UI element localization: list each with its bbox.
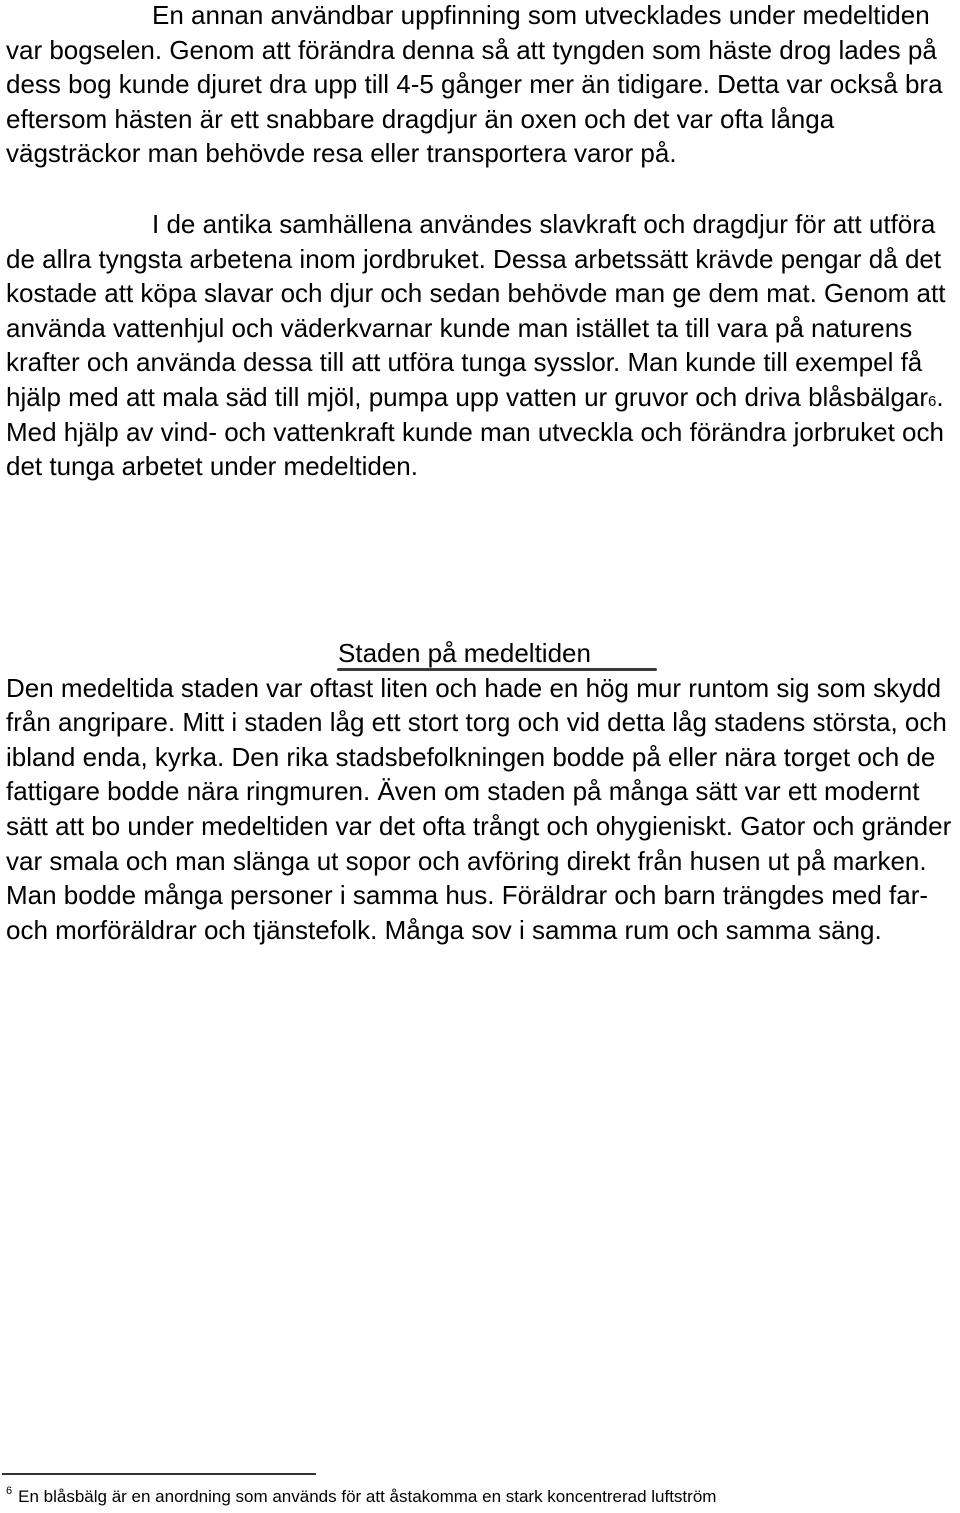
- paragraph-natural-power-tail: . Med hjälp av vind- och vattenkraft kunde man utveckla och förändra jorbruket och det tunga arbetet under medeltiden.: [6, 381, 944, 482]
- footnote-text: En blåsbälg är en anordning som används för att åstakomma en stark koncentrerad luftström: [18, 1487, 717, 1506]
- paragraph-natural-power-text: I de antika samhällena användes slavkraft och dragdjur för att utföra de allra tyngsta arbetena inom jordbruket. Dessa arbetssätt krävde pengar då det kostade att köpa slavar och djur och sedan behövde man ge dem mat. Genom att använda vattenhjul och väderkvarnar kunde man istället ta till vara på naturens krafter och använda dessa till att utföra tunga sysslor. Man kunde till exempel få hjälp med att mala säd till mjöl, pumpa upp vatten ur gruvor och driva blåsbälgar: [6, 209, 946, 412]
- section-heading: Staden på medeltiden: [338, 638, 591, 668]
- paragraph-natural-power: [6, 207, 958, 484]
- paragraph-bogselen: En annan användbar uppfinning som utvecklades under medeltiden var bogselen. Genom att förändra denna så att tyngden som häste drog lades på dess bog kunde djuret dra upp till 4-5 gånger mer än tidigare. Detta var också bra eftersom hästen är ett snabbare dragdjur än oxen och det var ofta långa vägsträckor man behövde resa eller transportera varor på.: [6, 0, 943, 169]
- paragraph-medieval-town: Den medeltida staden var oftast liten och hade en hög mur runtom sig som skydd från angripare. Mitt i staden låg ett stort torg och vid detta låg stadens största, och ibland enda, kyrka. Den rika stadsbefolkningen bodde på eller nära torget och de fattigare bodde nära ringmuren. Även om staden på många sätt var ett modernt sätt att bo under medeltiden var det ofta trångt och ohygieniskt. Gator och gränder var smala och man slänga ut sopor och avföring direkt från husen ut på marken. Man bodde många personer i samma hus. Föräldrar och barn trängdes med far- och morföräldrar och tjänstefolk. Många sov i samma rum och samma säng.: [6, 672, 952, 945]
- footnote-reference: 6: [928, 392, 937, 410]
- section-medieval-town: [6, 636, 958, 947]
- footnote-number: 6: [6, 1485, 13, 1497]
- footnote-separator: [2, 1473, 316, 1475]
- heading-underline: [337, 668, 657, 671]
- footnote: [6, 1486, 956, 1510]
